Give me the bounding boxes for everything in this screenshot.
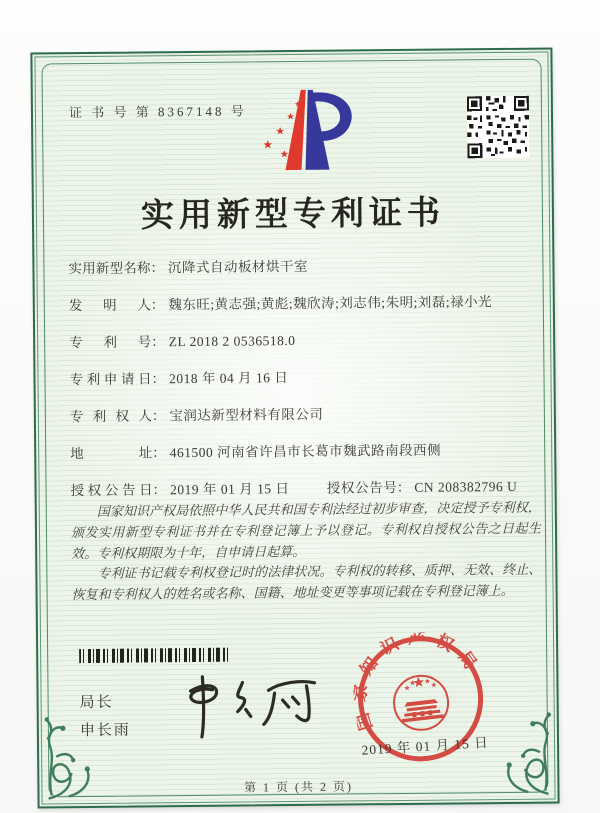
page-number: 第 1 页 (共 2 页) <box>243 779 354 795</box>
field-value: 宝润达新型材料有限公司 <box>169 406 324 424</box>
colon: ： <box>151 408 166 424</box>
field-value: 461500 河南省许昌市长葛市魏武路南段西侧 <box>169 442 442 461</box>
grant-no-pair <box>327 479 518 496</box>
field-label: 发明人 <box>68 297 151 314</box>
cnipa-logo-icon <box>245 79 366 180</box>
officer-title: 局长 <box>79 694 114 712</box>
field-row-inventors <box>69 290 492 314</box>
field-value: 沉降式自动板材烘干室 <box>167 258 309 276</box>
field-label: 授权公告日 <box>70 482 153 499</box>
field-label: 专利号 <box>69 334 152 351</box>
seal-date: 2019 年 01 月 15 日 <box>361 734 490 758</box>
field-label: 专利申请日 <box>69 371 152 388</box>
field-label: 地址 <box>70 445 153 462</box>
legal-paragraph-1: 国家知识产权局依照中华人民共和国专利法经过初步审查，决定授予专利权，颁发实用新型专利证书并在专利登记簿上予以登记。专利权自授权公告之日起生效。专利权期限为十年，自申请日起算。 <box>70 499 542 561</box>
svg-text:国家知识产权局: 国家知识产权局 <box>349 628 486 733</box>
field-value: 魏东旺;黄志强;黄彪;魏欣涛;刘志伟;朱明;刘磊;禄小光 <box>168 294 493 313</box>
colon: ： <box>151 334 165 350</box>
field-label: 授权公告号 <box>326 480 397 496</box>
field-value: 2019 年 01 月 15 日 <box>170 481 290 498</box>
certificate-number: 证 书 号 第 8367148 号 <box>68 103 247 121</box>
field-label: 实用新型名称 <box>68 260 151 277</box>
colon: ： <box>152 445 166 461</box>
field-row-address <box>70 439 441 463</box>
field-value: 2018 年 04 月 16 日 <box>168 370 289 387</box>
colon: ： <box>150 297 165 313</box>
signature-shen-changyu <box>160 660 331 754</box>
patent-certificate <box>30 48 559 809</box>
certificate-title: 实用新型专利证书 <box>140 195 446 235</box>
colon: ： <box>152 482 167 498</box>
fields-block <box>68 253 538 499</box>
field-row-grant <box>70 475 517 499</box>
field-label: 专利权人 <box>69 408 152 425</box>
qr-code <box>467 96 530 159</box>
field-row-patentee <box>70 403 324 425</box>
field-row-name <box>68 255 308 277</box>
legal-text <box>71 498 542 606</box>
colon: ： <box>150 260 165 276</box>
field-value: CN 208382796 U <box>414 478 518 495</box>
colon: ： <box>151 371 166 387</box>
field-row-patent-no <box>69 329 295 351</box>
field-row-apply-date <box>69 366 288 388</box>
legal-paragraph-2: 专利证书记载专利权登记时的法律状况。专利权的转移、质押、无效、终止、恢复和专利权人的姓名或名称、国籍、地址变更等事项记载在专利登记簿上。 <box>71 562 542 603</box>
grant-date-pair <box>71 481 290 498</box>
officer-name: 申长雨 <box>79 722 131 739</box>
field-value: ZL 2018 2 0536518.0 <box>168 332 296 350</box>
colon: ： <box>396 479 411 496</box>
